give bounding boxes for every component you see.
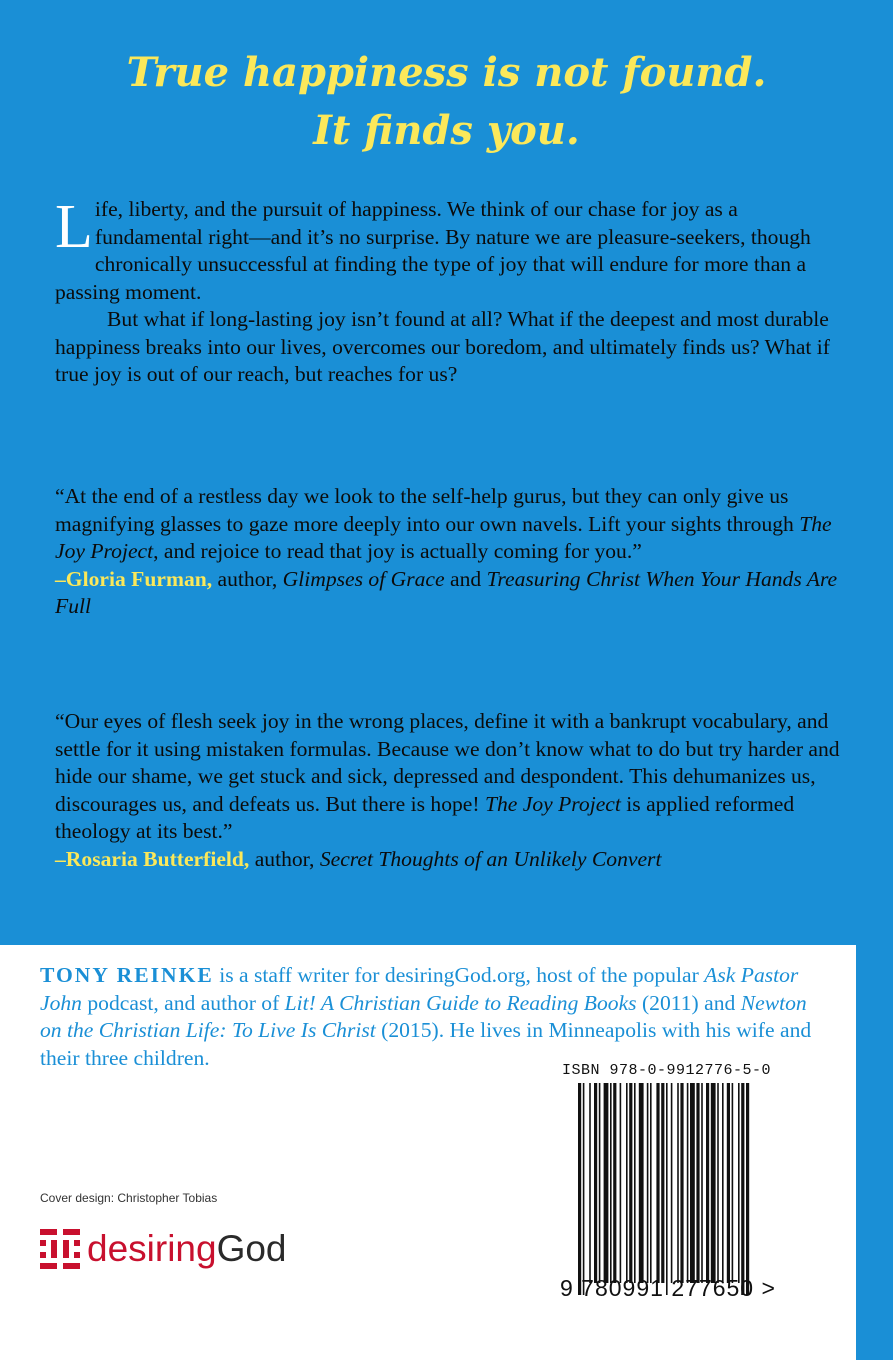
endorser-book: Secret Thoughts of an Unlikely Convert [319, 846, 662, 871]
desiring-god-logo-icon [40, 1229, 80, 1269]
author-bio [40, 962, 830, 1072]
barcode-bar [610, 1083, 612, 1283]
endorsement-text [55, 483, 845, 566]
endorsement-text [55, 708, 845, 846]
barcode-bar [589, 1083, 591, 1283]
barcode-bar [690, 1083, 695, 1283]
barcode-bar [594, 1083, 597, 1283]
bio-book-title: Newton on the Christian Life: To Live Is Christ [40, 990, 807, 1042]
attribution-conjunction: and [444, 566, 487, 591]
author-name: TONY REINKE [40, 963, 214, 987]
barcode-bar [732, 1083, 734, 1283]
bio-text-part: (2015). He lives in Minneapolis with his wife and their three children. [40, 1018, 812, 1070]
endorsement-furman [55, 483, 845, 621]
barcode-bar [666, 1083, 668, 1295]
barcode-bar [727, 1083, 730, 1283]
podcast-title: Ask Pastor John [40, 963, 799, 1015]
isbn-label: ISBN 978-0-9912776-5-0 [562, 1062, 772, 1079]
intro-paragraph-2: But what if long-lasting joy isn’t found at all? What if the deepest and most durable happiness breaks into our lives, overcomes our boredom, and ultimately finds us? What if true joy is out of our reach, but reaches for us? [55, 307, 831, 386]
barcode-bars [560, 1083, 800, 1301]
cover-design-credit: Cover design: Christopher Tobias [40, 1191, 218, 1205]
intro-paragraph-1 [55, 193, 845, 306]
intro-text [55, 193, 845, 389]
barcode-bar [599, 1083, 601, 1283]
author-bio-text [40, 962, 830, 1072]
publisher-logo [40, 1229, 287, 1269]
barcode-bar [746, 1083, 749, 1295]
barcode-digits: 9 780991 277650 > [560, 1275, 776, 1301]
intro-paragraph-1-text: ife, liberty, and the pursuit of happiness. We think of our chase for joy as a fundamental right—and it’s no surprise. By nature we are pleasure-seekers, though chronically unsuccessful at finding the type of joy that will endure for more than a passing moment. [55, 197, 811, 304]
barcode-bar [701, 1083, 703, 1283]
barcode-bar [604, 1083, 609, 1283]
isbn-barcode [560, 1062, 820, 1332]
quote-text-part: “At the end of a restless day we look to the self-help gurus, but they can only give us magnifying glasses to gaze more deeply into our own navels. Lift your sights through [55, 484, 800, 536]
barcode-bar [656, 1083, 659, 1283]
barcode-bar [706, 1083, 709, 1283]
barcode-bar [696, 1083, 699, 1283]
endorsement-butterfield [55, 708, 845, 873]
tagline [0, 44, 893, 160]
publisher-name [87, 1228, 287, 1270]
barcode-bar [671, 1083, 673, 1283]
bio-book-title: Lit! A Christian Guide to Reading Books [284, 990, 637, 1015]
tagline-line-2: It finds you. [313, 107, 580, 154]
barcode-bar [620, 1083, 622, 1283]
barcode-bar [629, 1083, 632, 1283]
barcode-bar [687, 1083, 689, 1283]
barcode-bar [738, 1083, 740, 1283]
barcode-graphic [560, 1083, 800, 1295]
endorser-name: –Gloria Furman, [55, 566, 213, 591]
endorser-name: –Rosaria Butterfield, [55, 846, 250, 871]
endorsement-attribution [55, 566, 845, 621]
publisher-name-part: desiring [87, 1228, 217, 1269]
barcode-bar [626, 1083, 628, 1283]
quote-text-part: , and rejoice to read that joy is actually coming for you.” [153, 539, 642, 563]
bio-text-part: (2011) and [636, 990, 741, 1015]
tagline-line-1: True happiness is not found. [126, 49, 767, 96]
drop-cap: L [55, 193, 93, 261]
barcode-bar [578, 1083, 581, 1295]
bio-text-part: is a staff writer for desiringGod.org, host of the popular [213, 963, 705, 987]
barcode-bar [741, 1083, 744, 1295]
barcode-bar [680, 1083, 683, 1283]
endorser-book: Glimpses of Grace [282, 566, 445, 591]
quote-book-title: The Joy Project [484, 791, 621, 816]
barcode-bar [711, 1083, 716, 1283]
barcode-bar [639, 1083, 644, 1283]
endorser-role: author, [249, 846, 320, 871]
barcode-bar [677, 1083, 679, 1283]
barcode-bar [650, 1083, 652, 1283]
endorser-book: Treasuring Christ When Your Hands Are Full [55, 566, 838, 618]
quote-text-part: is applied reformed theology at its best.” [55, 791, 795, 843]
barcode-bar [583, 1083, 585, 1295]
endorser-role: author, [212, 566, 283, 591]
publisher-name-part: God [216, 1228, 287, 1269]
quote-text-part: “Our eyes of flesh seek joy in the wrong places, define it with a bankrupt vocabulary, and settle for it using mistaken formulas. Because we don’t know what to do but try harder and hide our shame, we get stuck and sick, depressed and despondent. This dehumanizes us, discourages us, and defeats us. But there is hope! [55, 709, 840, 816]
barcode-bar [661, 1083, 664, 1283]
bio-text-part: podcast, and author of [81, 990, 285, 1015]
barcode-bar [717, 1083, 719, 1283]
barcode-bar [613, 1083, 616, 1283]
barcode-bar [647, 1083, 649, 1283]
quote-book-title: The Joy Project [55, 511, 832, 563]
barcode-bar [634, 1083, 636, 1283]
back-cover-white-panel [0, 945, 856, 1360]
endorsement-attribution [55, 846, 845, 874]
barcode-bar [722, 1083, 724, 1283]
